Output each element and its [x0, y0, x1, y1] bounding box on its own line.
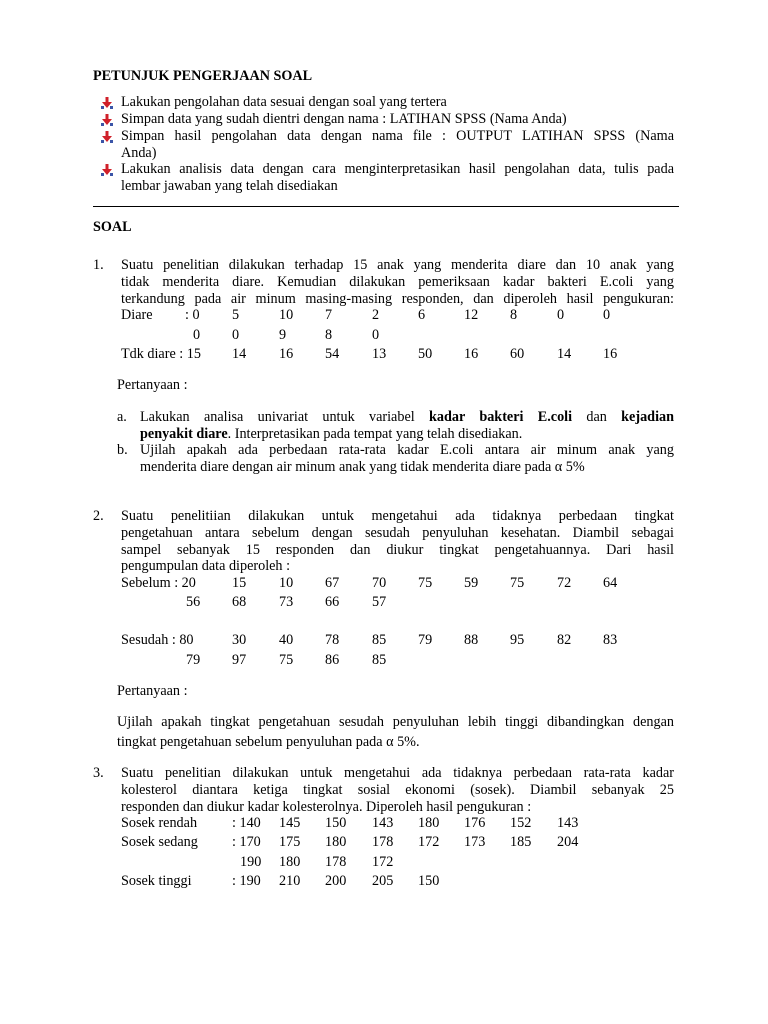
- data-value: 205: [372, 873, 394, 889]
- data-value: 75: [279, 652, 294, 668]
- data-value: 8: [325, 327, 333, 343]
- q2-text-line: pengetahuan antara sebelum dengan sesudah penyuluhan kesehatan. Diambil sebagai: [121, 525, 674, 541]
- data-value: 204: [557, 834, 579, 850]
- data-value: 50: [418, 346, 433, 362]
- data-value: 0: [372, 327, 380, 343]
- q1-text-line: tidak menderita diare. Kemudian dilakukan pemeriksaan kadar bakteri E.coli yang: [121, 274, 674, 290]
- q2-text-line: sampel sebanyak 15 responden dan diukur tingkat pengetahuannya. Dari hasil: [121, 542, 674, 558]
- data-value: 10: [279, 575, 294, 591]
- data-value: 173: [464, 834, 486, 850]
- data-value: 0: [557, 307, 565, 323]
- question-number: 2.: [93, 508, 104, 524]
- data-value: 57: [372, 594, 387, 610]
- data-value: 75: [418, 575, 433, 591]
- data-value: 97: [232, 652, 247, 668]
- data-value: 0: [603, 307, 611, 323]
- data-value: 172: [418, 834, 440, 850]
- q1-text-line: terkandung pada air minum masing-masing responden, dan diperoleh hasil pengukuran:: [121, 291, 674, 307]
- data-value: 145: [279, 815, 301, 831]
- q2-text-line: pengumpulan data diperoleh :: [121, 558, 291, 574]
- arrow-bullet-icon: [101, 164, 113, 176]
- item-label: a.: [117, 409, 127, 425]
- page-title: PETUNJUK PENGERJAAN SOAL: [93, 68, 313, 84]
- data-value: 66: [325, 594, 340, 610]
- data-value: 30: [232, 632, 247, 648]
- data-value: 7: [325, 307, 333, 323]
- q1-b-line2: menderita diare dengan air minum anak yang tidak menderita diare pada α 5%: [140, 459, 585, 475]
- data-value: 73: [279, 594, 294, 610]
- data-value: 180: [325, 834, 347, 850]
- data-value: 176: [464, 815, 486, 831]
- data-value: 86: [325, 652, 340, 668]
- pertanyaan-label: Pertanyaan :: [117, 683, 188, 699]
- data-value: : 140: [232, 815, 261, 831]
- q1-a-line2: [140, 426, 522, 443]
- item-label: b.: [117, 442, 128, 458]
- data-value: 72: [557, 575, 572, 591]
- data-value: 16: [464, 346, 479, 362]
- data-value: 59: [464, 575, 479, 591]
- arrow-bullet-icon: [101, 97, 113, 109]
- data-value: 178: [325, 854, 347, 870]
- data-value: 40: [279, 632, 294, 648]
- sebelum-label: Sebelum : 20: [121, 575, 196, 591]
- q1-text-line: Suatu penelitian dilakukan terhadap 15 anak yang menderita diare dan 10 anak yang: [121, 257, 674, 273]
- data-value: 16: [279, 346, 294, 362]
- bold-span: penyakit diare: [140, 426, 228, 442]
- question-number: 3.: [93, 765, 104, 781]
- data-value: 13: [372, 346, 387, 362]
- data-value: 16: [603, 346, 618, 362]
- instruction-3-line1: Simpan hasil pengolahan data dengan nama file : OUTPUT LATIHAN SPSS (Nama: [121, 128, 674, 144]
- arrow-bullet-icon: [101, 114, 113, 126]
- text-span: dan: [586, 409, 607, 425]
- bold-span: kejadian: [621, 409, 674, 425]
- arrow-bullet-icon: [101, 131, 113, 143]
- data-value: 67: [325, 575, 340, 591]
- data-value: 0: [193, 327, 201, 343]
- q2-text-line: Suatu penelitiian dilakukan untuk mengetahui ada tidaknya perbedaan tingkat: [121, 508, 674, 524]
- data-value: 56: [186, 594, 201, 610]
- data-value: 15: [232, 575, 247, 591]
- data-value: 54: [325, 346, 340, 362]
- data-value: 180: [418, 815, 440, 831]
- data-value: 78: [325, 632, 340, 648]
- sesudah-label: Sesudah : 80: [121, 632, 194, 648]
- data-value: 150: [325, 815, 347, 831]
- sosek-rendah-label: Sosek rendah: [121, 815, 198, 831]
- data-value: 185: [510, 834, 532, 850]
- bold-span: kadar bakteri E.coli: [429, 409, 573, 425]
- data-value: 200: [325, 873, 347, 889]
- data-value: 95: [510, 632, 525, 648]
- q3-text-line: kolesterol diantara ketiga tingkat sosial ekonomi (sosek). Diambil sebanyak 25: [121, 782, 674, 798]
- data-value: 14: [232, 346, 247, 362]
- data-value: 14: [557, 346, 572, 362]
- data-value: 70: [372, 575, 387, 591]
- section-title: SOAL: [93, 219, 132, 235]
- q1-a-line1: [140, 409, 674, 426]
- diare-first-value: : 0: [185, 307, 200, 323]
- data-value: 150: [418, 873, 440, 889]
- data-value: 85: [372, 652, 387, 668]
- data-value: 64: [603, 575, 618, 591]
- q1-b-line1: Ujilah apakah ada perbedaan rata-rata kadar E.coli antara air minum anak yang: [140, 442, 674, 458]
- instruction-4-line1: Lakukan analisis data dengan cara menginterpretasikan hasil pengolahan data, tulis pada: [121, 161, 674, 177]
- data-value: 9: [279, 327, 287, 343]
- q3-text-line: Suatu penelitian dilakukan untuk mengetahui ada tidaknya perbedaan rata-rata kadar: [121, 765, 674, 781]
- data-value: 8: [510, 307, 518, 323]
- data-value: 172: [372, 854, 394, 870]
- data-value: 143: [372, 815, 394, 831]
- data-value: 10: [279, 307, 294, 323]
- data-value: 83: [603, 632, 618, 648]
- q2-question-line2: tingkat pengetahuan sebelum penyuluhan pada α 5%.: [117, 734, 420, 750]
- instruction-3-line2: Anda): [121, 145, 157, 161]
- q2-question-line1: Ujilah apakah tingkat pengetahuan sesudah penyuluhan lebih tinggi dibandingkan dengan: [117, 714, 674, 730]
- instruction-2: Simpan data yang sudah dientri dengan nama : LATIHAN SPSS (Nama Anda): [121, 111, 567, 127]
- diare-label: Diare: [121, 307, 153, 323]
- data-value: 0: [232, 327, 240, 343]
- data-value: 6: [418, 307, 426, 323]
- data-value: 75: [510, 575, 525, 591]
- question-number: 1.: [93, 257, 104, 273]
- text-span: Lakukan analisa univariat untuk variabel: [140, 409, 415, 425]
- data-value: 12: [464, 307, 479, 323]
- data-value: : 170: [232, 834, 261, 850]
- data-value: 180: [279, 854, 301, 870]
- instruction-1: Lakukan pengolahan data sesuai dengan soal yang tertera: [121, 94, 447, 110]
- data-value: 152: [510, 815, 532, 831]
- data-value: 143: [557, 815, 579, 831]
- data-value: 178: [372, 834, 394, 850]
- data-value: 5: [232, 307, 240, 323]
- data-value: 2: [372, 307, 380, 323]
- data-value: 210: [279, 873, 301, 889]
- data-value: 82: [557, 632, 572, 648]
- data-value: 68: [232, 594, 247, 610]
- instruction-4-line2: lembar jawaban yang telah disediakan: [121, 178, 338, 194]
- sosek-tinggi-label: Sosek tinggi: [121, 873, 192, 889]
- data-value: 60: [510, 346, 525, 362]
- data-value: 190: [240, 854, 262, 870]
- text-span: . Interpretasikan pada tempat yang telah disediakan.: [227, 426, 523, 442]
- pertanyaan-label: Pertanyaan :: [117, 377, 188, 393]
- data-value: 85: [372, 632, 387, 648]
- tdk-diare-label: Tdk diare : 15: [121, 346, 201, 362]
- data-value: 79: [418, 632, 433, 648]
- data-value: 88: [464, 632, 479, 648]
- data-value: 79: [186, 652, 201, 668]
- sosek-sedang-label: Sosek sedang: [121, 834, 198, 850]
- data-value: : 190: [232, 873, 261, 889]
- data-value: 175: [279, 834, 301, 850]
- divider: [93, 206, 679, 207]
- q3-text-line: responden dan diukur kadar kolesterolnya. Diperoleh hasil pengukuran :: [121, 799, 532, 815]
